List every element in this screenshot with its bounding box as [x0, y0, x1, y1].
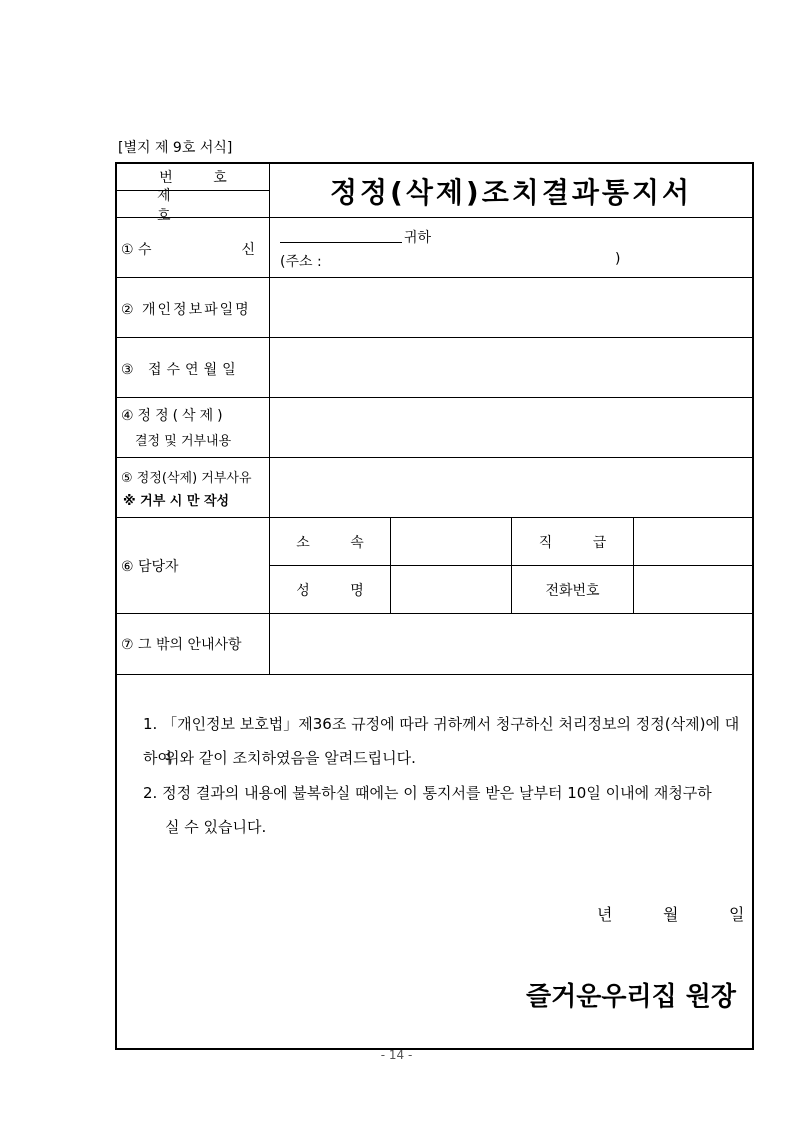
file-name-row — [117, 278, 752, 338]
signature: 즐거운우리집 원장 — [526, 982, 736, 1012]
date-month: 월 — [663, 905, 679, 924]
refusal-label-line2: ※ 거부 시 만 작성 — [123, 494, 230, 509]
decision-label-cell — [117, 398, 270, 457]
phone-value[interactable] — [634, 566, 752, 614]
header-label-cell — [117, 164, 270, 224]
note-2-line2: 실 수 있습니다. — [165, 818, 267, 836]
note-1-line2: 위와 같이 조치하였음을 알려드립니다. — [165, 749, 416, 767]
recipient-suffix: 귀하 — [404, 230, 432, 246]
name-label: 성 명 — [270, 566, 391, 614]
header-row — [117, 164, 752, 224]
affiliation-value[interactable] — [391, 518, 512, 566]
receipt-date-label: ③ 접수연월일 — [121, 362, 241, 378]
receipt-date-value-cell[interactable] — [270, 338, 752, 397]
refusal-label-line1: ⑤ 정정(삭제) 거부사유 — [121, 471, 252, 486]
other-label: ⑦ 그 밖의 안내사항 — [121, 637, 242, 653]
recipient-label-left: ① 수 — [121, 242, 152, 258]
name-value[interactable] — [391, 566, 512, 614]
recipient-name-line[interactable] — [280, 242, 402, 243]
affiliation-label: 소 속 — [270, 518, 391, 566]
receipt-date-label-cell — [117, 338, 270, 397]
decision-label-line1: ④정정(삭제) — [121, 408, 227, 424]
file-name-label: ② 개인정보파일명 — [121, 302, 251, 318]
other-row — [117, 614, 752, 675]
notification-form — [115, 162, 754, 1050]
staff-label-cell — [117, 518, 270, 613]
page-number: - 14 - — [380, 1048, 413, 1062]
address-close: ) — [615, 251, 621, 267]
number-label: 번 호 — [117, 164, 269, 191]
refusal-value-cell[interactable] — [270, 458, 752, 517]
date-year: 년 — [597, 905, 613, 924]
recipient-label-right: 신 — [241, 242, 255, 258]
position-label: 직 급 — [512, 518, 634, 566]
file-name-label-cell — [117, 278, 270, 337]
other-label-cell — [117, 614, 270, 674]
form-title: 정정(삭제)조치결과통지서 — [329, 175, 693, 209]
position-value[interactable] — [634, 518, 752, 566]
decision-row — [117, 398, 752, 458]
note-2-line1: 2. 정정 결과의 내용에 불복하실 때에는 이 통지서를 받은 날부터 10일 이내에 재청구하 — [143, 784, 712, 802]
file-name-value-cell[interactable] — [270, 278, 752, 337]
phone-label: 전화번호 — [512, 566, 634, 614]
recipient-row — [117, 218, 752, 278]
decision-value-cell[interactable] — [270, 398, 752, 457]
refusal-row — [117, 458, 752, 518]
decision-label-line2: 결정 및 거부내용 — [135, 434, 232, 449]
note-1-line1: 1. 「개인정보 보호법」제36조 규정에 따라 귀하께서 청구하신 처리정보의 정정(삭제)에 대하여 — [143, 715, 740, 767]
staff-grid — [270, 518, 752, 613]
recipient-value-cell[interactable] — [270, 218, 752, 277]
staff-label: ⑥ 담당자 — [121, 559, 179, 575]
title-label: 제 호 — [157, 187, 211, 224]
other-value-cell[interactable] — [270, 614, 752, 674]
refusal-label-cell — [117, 458, 270, 517]
date-day: 일 — [729, 905, 745, 924]
receipt-date-row — [117, 338, 752, 398]
staff-row — [117, 518, 752, 614]
form-label: [별지 제 9호 서식] — [118, 140, 233, 156]
address-open: (주소 : — [280, 254, 322, 270]
recipient-label-cell — [117, 218, 270, 277]
